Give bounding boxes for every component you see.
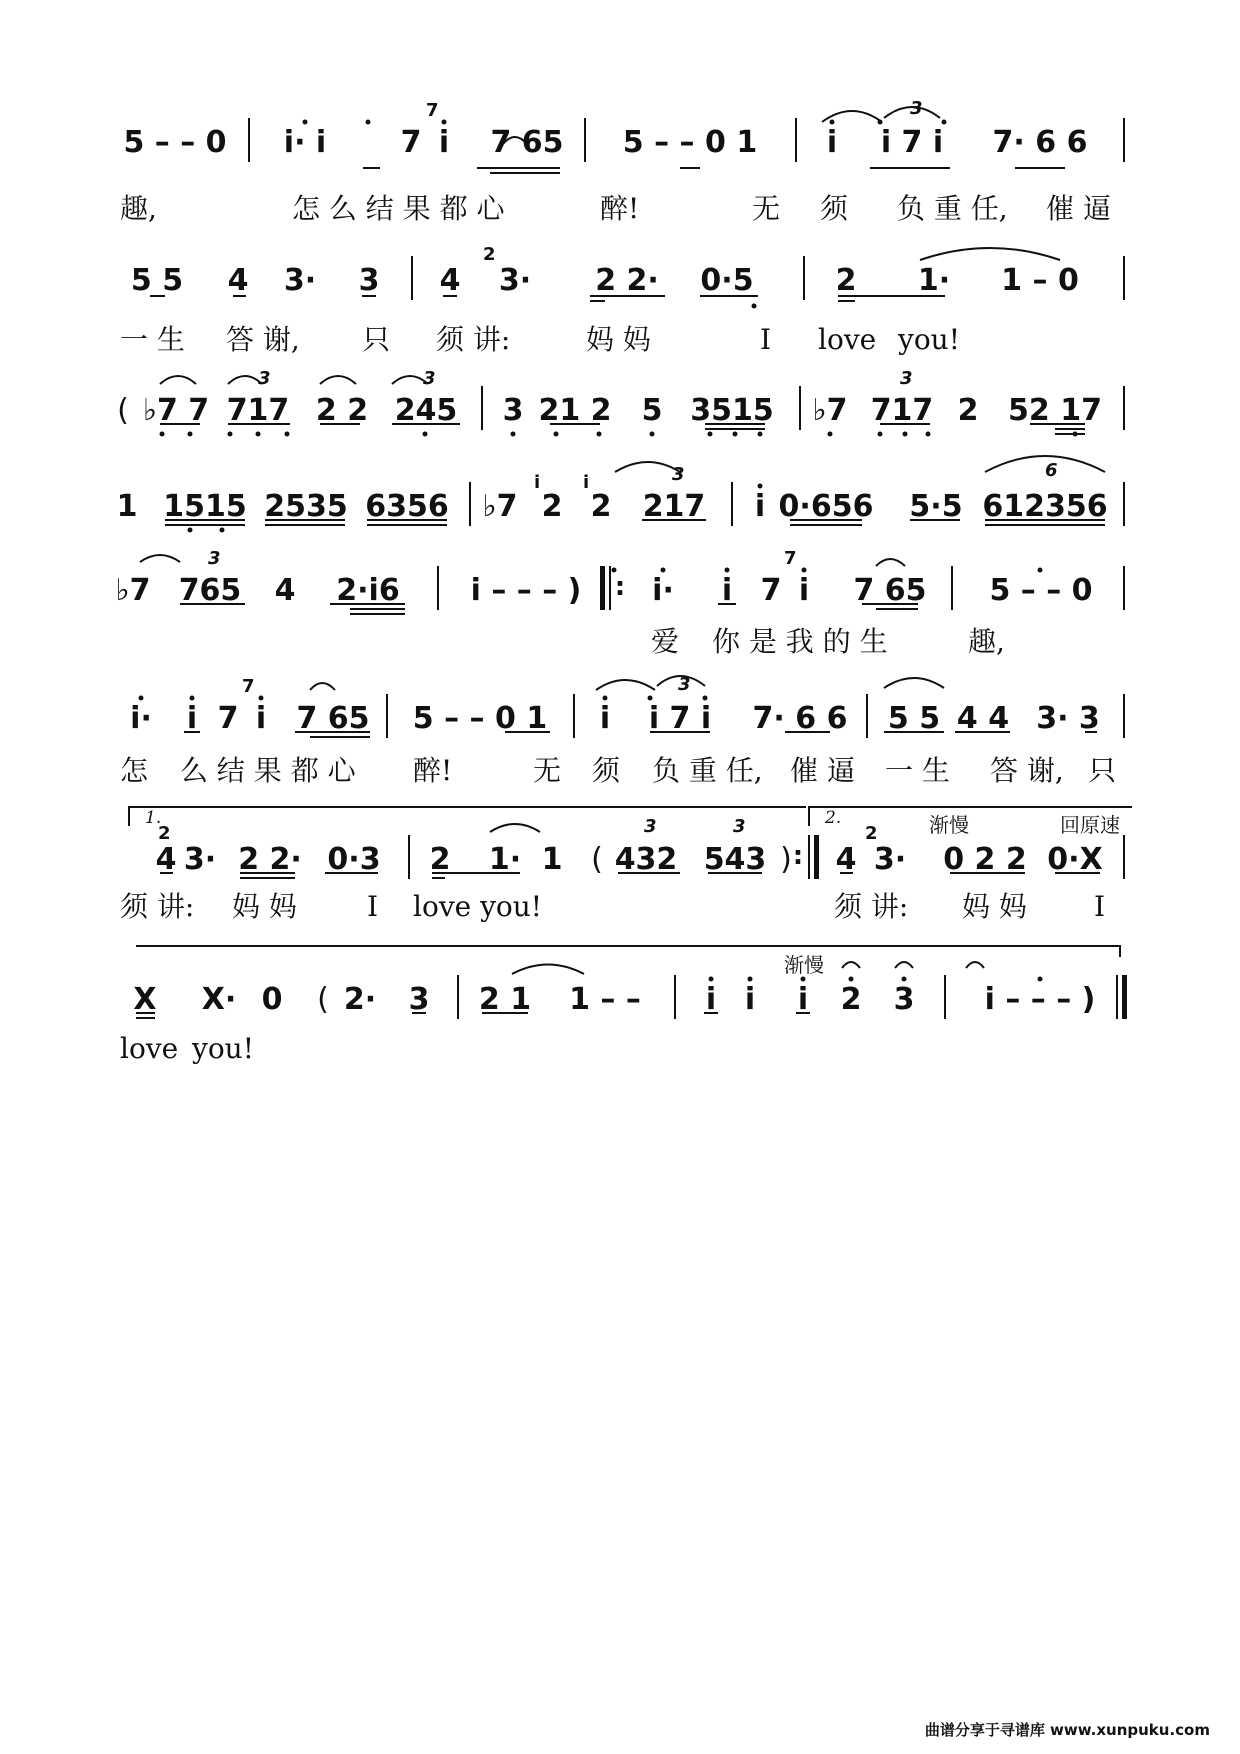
note-group: ( xyxy=(117,393,129,428)
note-group: i· xyxy=(652,573,674,608)
note-group: 543 xyxy=(703,842,767,877)
note-group: 5 – – 0 xyxy=(989,573,1093,608)
volta-label: 1. xyxy=(145,808,162,828)
note-group: i 7 i xyxy=(880,125,944,160)
note-group: 5 5 xyxy=(130,263,184,298)
note-group: i· xyxy=(130,701,152,736)
note-group: 2 xyxy=(957,393,979,428)
barline xyxy=(795,118,797,162)
repeat-dots: : xyxy=(792,841,804,871)
note-group: 0 xyxy=(261,982,283,1017)
note-group: 612356 xyxy=(982,489,1108,524)
note-group: ♭7 xyxy=(812,393,848,428)
note-group: i xyxy=(705,982,717,1017)
barline xyxy=(457,975,459,1019)
lyric: I xyxy=(760,323,772,356)
lyric: 你 是 我 的 生 xyxy=(712,625,888,658)
barline xyxy=(481,386,483,430)
note-group: 7· 6 6 xyxy=(992,125,1088,160)
lyric: 一 生 xyxy=(120,323,185,356)
tuplet-number: 3 xyxy=(644,816,657,837)
note-group: 2 2· xyxy=(595,263,659,298)
barline xyxy=(951,566,953,610)
note-group: ♭7 7 xyxy=(142,393,210,428)
lyric: 负 重 任, xyxy=(897,192,1008,225)
note-group: 2 xyxy=(835,263,857,298)
note-group: 6356 xyxy=(365,489,449,524)
lyric: 只 xyxy=(1088,754,1117,787)
barline xyxy=(1123,482,1125,526)
barline xyxy=(944,975,946,1019)
note-group: ♭7 xyxy=(482,489,518,524)
repeat-start-barline xyxy=(600,566,605,610)
note-group: 7 xyxy=(760,573,782,608)
note-group: 1 – – xyxy=(569,982,641,1017)
barline xyxy=(469,482,471,526)
note-group: 0·X xyxy=(1047,842,1103,877)
lyric: love xyxy=(818,323,877,356)
lyric: 爱 xyxy=(651,625,680,658)
barline xyxy=(386,694,388,738)
note-group: i xyxy=(826,125,838,160)
note-group: i – – – ) xyxy=(470,573,582,608)
lyric: 只 xyxy=(362,323,391,356)
barline xyxy=(803,256,805,300)
barline xyxy=(248,118,250,162)
note-group: 3515 xyxy=(690,393,774,428)
note-group: 7· 6 6 xyxy=(752,701,848,736)
lyric: love you! xyxy=(413,890,543,923)
note-group: 7 65 xyxy=(490,125,564,160)
note-group: i xyxy=(744,982,756,1017)
tuplet-number: 3 xyxy=(258,368,271,389)
lyric: 答 谢, xyxy=(226,323,300,356)
note-group: 3 xyxy=(408,982,430,1017)
lyric: I xyxy=(367,890,379,923)
lyric: 催 逼 xyxy=(790,754,855,787)
lyric: 须 讲: xyxy=(834,890,909,923)
lyric: 妈 妈 xyxy=(962,890,1027,923)
note-group: 0 2 2 xyxy=(943,842,1027,877)
note-group: 3· xyxy=(873,842,907,877)
lyric: 答 谢, xyxy=(990,754,1064,787)
grace-note: 2 xyxy=(865,823,878,844)
note-group: 3· xyxy=(183,842,217,877)
barline xyxy=(866,694,868,738)
final-barline xyxy=(1122,975,1127,1019)
tuplet-number: 3 xyxy=(910,98,923,119)
lyric: 么 结 果 都 心 xyxy=(180,754,356,787)
tempo-mark: 渐慢 xyxy=(784,953,824,977)
lyric: 须 xyxy=(592,754,621,787)
note-group: 717 xyxy=(870,393,934,428)
note-group: 2 2· xyxy=(238,842,302,877)
lyric: 趣, xyxy=(968,625,1005,658)
barline xyxy=(1123,566,1125,610)
note-group: 2· xyxy=(343,982,377,1017)
tuplet-number: 6 xyxy=(1045,460,1058,481)
note-group: 765 xyxy=(178,573,242,608)
barline xyxy=(408,835,410,879)
tuplet-number: 3 xyxy=(900,368,913,389)
note-group: X· xyxy=(201,982,237,1017)
tempo-mark: 渐慢 xyxy=(929,813,969,837)
lyric: 趣, xyxy=(120,192,157,225)
note-group: 2 1 xyxy=(478,982,532,1017)
note-group: i 7 i xyxy=(648,701,712,736)
note-group: ( xyxy=(317,982,329,1017)
lyric: 醉! xyxy=(413,754,453,787)
note-group: 1515 xyxy=(163,489,247,524)
note-group: 3· xyxy=(498,263,532,298)
grace-note: i xyxy=(534,472,541,493)
note-group: 1 – 0 xyxy=(1001,263,1079,298)
lyric: 妈 妈 xyxy=(232,890,297,923)
note-group: i xyxy=(438,125,450,160)
note-group: 2 xyxy=(590,489,612,524)
note-group: ( xyxy=(591,842,603,877)
note-group: 2 xyxy=(429,842,451,877)
repeat-dots: : xyxy=(614,572,626,602)
note-group: 5·5 xyxy=(909,489,963,524)
note-group: 1 xyxy=(541,842,563,877)
lyric: 负 重 任, xyxy=(652,754,763,787)
note-group: 0·656 xyxy=(778,489,874,524)
note-group: 4 xyxy=(835,842,857,877)
repeat-start-barline xyxy=(609,566,611,610)
note-group: i· i xyxy=(283,125,327,160)
note-group: 2·i6 xyxy=(336,573,400,608)
grace-note: i xyxy=(583,472,590,493)
note-group: 717 xyxy=(226,393,290,428)
note-group: i xyxy=(599,701,611,736)
note-group: 7 xyxy=(400,125,422,160)
note-group: 52 17 xyxy=(1008,393,1102,428)
note-group: i xyxy=(721,573,733,608)
note-group: 1· xyxy=(917,263,951,298)
barline xyxy=(1123,694,1125,738)
note-group: 21 2 xyxy=(538,393,612,428)
tuplet-number: 3 xyxy=(423,368,436,389)
lyric: I xyxy=(1094,890,1106,923)
note-group: 3 xyxy=(358,263,380,298)
note-group: i xyxy=(797,982,809,1017)
grace-note: 7 xyxy=(426,100,439,121)
lyric: you! xyxy=(192,1032,254,1065)
tuplet-number: 3 xyxy=(678,674,691,695)
barline xyxy=(437,566,439,610)
repeat-end-barline xyxy=(808,835,810,879)
note-group: 4 xyxy=(227,263,249,298)
barline xyxy=(731,482,733,526)
note-group: 245 xyxy=(394,393,458,428)
lyric: 催 逼 xyxy=(1046,192,1111,225)
barline xyxy=(1123,835,1125,879)
note-group: 5 – – 0 1 xyxy=(412,701,548,736)
note-group: ) xyxy=(780,842,792,877)
note-group: 5 xyxy=(641,393,663,428)
note-group: 7 xyxy=(217,701,239,736)
note-group: 2535 xyxy=(264,489,348,524)
lyric: 怎 xyxy=(120,754,149,787)
barline xyxy=(573,694,575,738)
note-group: 5 – – 0 xyxy=(123,125,227,160)
note-group: 4 xyxy=(439,263,461,298)
lyric: you! xyxy=(898,323,960,356)
final-barline xyxy=(1116,975,1118,1019)
note-group: 5 – – 0 1 xyxy=(622,125,758,160)
lyric: love xyxy=(120,1032,179,1065)
note-group: 1· xyxy=(488,842,522,877)
note-group: 3 xyxy=(893,982,915,1017)
note-group: i xyxy=(798,573,810,608)
lyric: 须 讲: xyxy=(120,890,195,923)
lyric: 醉! xyxy=(600,192,640,225)
barline xyxy=(584,118,586,162)
note-group: i xyxy=(754,489,766,524)
volta-bracket-1 xyxy=(128,806,806,826)
note-group: 4 4 xyxy=(956,701,1010,736)
note-group: 3 xyxy=(502,393,524,428)
note-group: 7 65 xyxy=(296,701,370,736)
grace-note: 2 xyxy=(483,244,496,265)
note-group: 3· 3 xyxy=(1036,701,1100,736)
note-group: 3· xyxy=(283,263,317,298)
lyric: 无 xyxy=(533,754,562,787)
note-group: 432 xyxy=(614,842,678,877)
note-group: 0·5 xyxy=(700,263,754,298)
barline xyxy=(1123,256,1125,300)
barline xyxy=(411,256,413,300)
note-group: ♭7 xyxy=(115,573,151,608)
note-group: i – – – ) xyxy=(984,982,1096,1017)
note-group: 4 xyxy=(274,573,296,608)
footer-credit: 曲谱分享于寻谱库 www.xunpuku.com xyxy=(924,1721,1210,1739)
note-group: 2 xyxy=(840,982,862,1017)
barline xyxy=(1123,118,1125,162)
note-group: 217 xyxy=(642,489,706,524)
barline xyxy=(799,386,801,430)
grace-note: 2 xyxy=(158,823,171,844)
lyric: 怎 么 结 果 都 心 xyxy=(292,192,505,225)
note-group: 1 xyxy=(116,489,138,524)
note-group: 7 65 xyxy=(853,573,927,608)
tuplet-number: 3 xyxy=(672,464,685,485)
lyric: 须 xyxy=(820,192,849,225)
note-group: X xyxy=(133,982,157,1017)
note-group: i xyxy=(255,701,267,736)
lyric: 无 xyxy=(752,192,781,225)
barline xyxy=(674,975,676,1019)
note-group: 2 2 xyxy=(315,393,369,428)
repeat-end-barline xyxy=(814,835,819,879)
lyric: 一 生 xyxy=(885,754,950,787)
note-group: 5 5 xyxy=(887,701,941,736)
tempo-mark: 回原速 xyxy=(1060,813,1120,837)
note-group: 0·3 xyxy=(327,842,381,877)
note-group: i xyxy=(186,701,198,736)
lyric: 须 讲: xyxy=(436,323,511,356)
note-group: 2 xyxy=(541,489,563,524)
grace-note: 7 xyxy=(242,676,255,697)
note-group: 4 xyxy=(155,842,177,877)
tuplet-number: 3 xyxy=(208,548,221,569)
grace-note: 7 xyxy=(784,548,797,569)
tuplet-number: 3 xyxy=(733,816,746,837)
lyric: 妈 妈 xyxy=(586,323,651,356)
barline xyxy=(1123,386,1125,430)
volta-label: 2. xyxy=(825,808,842,828)
